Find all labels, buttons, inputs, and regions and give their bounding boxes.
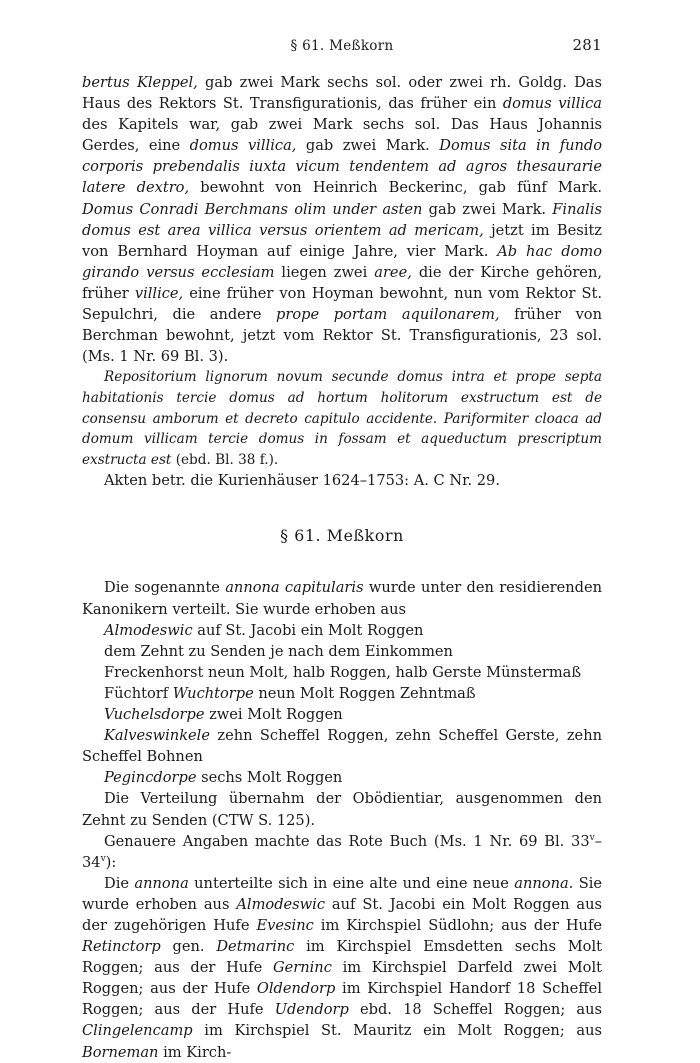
list-item bbox=[82, 704, 602, 725]
latin-phrase: Finalis domus est area villica versus orientem ad mericam, bbox=[82, 200, 602, 239]
place-name: Pegincdorpe bbox=[104, 769, 197, 787]
text-run: liegen zwei bbox=[274, 263, 375, 281]
text-run: –34 bbox=[82, 832, 602, 871]
latin-phrase: annona. bbox=[514, 874, 574, 892]
superscript: v bbox=[589, 832, 595, 843]
text-run: ebd. 18 Scheffel Roggen; aus bbox=[348, 1001, 602, 1019]
text-run: auf St. Jacobi ein Molt Roggen bbox=[192, 621, 424, 639]
running-head bbox=[82, 38, 602, 54]
text-run: Genauere Angaben machte das Rote Buch (Ms. 1 Nr. 69 Bl. 33 bbox=[104, 832, 590, 850]
paragraph-red-book bbox=[82, 831, 602, 873]
place-name: Borneman bbox=[82, 1043, 159, 1061]
text-run: dem Zehnt zu Senden je nach dem Einkommen bbox=[104, 642, 453, 660]
latin-phrase: bertus Kleppel, bbox=[82, 74, 198, 91]
paragraph-intro bbox=[82, 577, 602, 619]
latin-phrase: Domus sita in fundo corporis prebendalis iuxta vicum tendentem ad agros thesaurarie latere dextro, bbox=[82, 137, 603, 197]
list-item bbox=[82, 767, 602, 788]
text-run: Füchtorf bbox=[104, 684, 173, 702]
paragraph-continuation bbox=[82, 72, 602, 367]
text-run: auf St. Jacobi ein Molt Roggen aus der zugehörigen Hufe bbox=[82, 895, 603, 934]
place-name: Detmarinc bbox=[216, 938, 295, 956]
text-run: Freckenhorst neun Molt, halb Roggen, halb Gerste Münstermaß bbox=[104, 663, 582, 681]
text-run: Die sogenannte bbox=[104, 579, 226, 597]
place-name: Almodeswic bbox=[104, 621, 193, 639]
text-run: im Kirchspiel Südlohn; aus der Hufe bbox=[313, 916, 602, 934]
text-run: wurde unter den residierenden Kanonikern verteilt. Sie wurde erhoben aus bbox=[82, 579, 603, 618]
place-name: Almodeswic bbox=[236, 895, 326, 913]
superscript: v bbox=[100, 853, 106, 864]
place-name: Kalveswinkele bbox=[104, 727, 210, 745]
text-run: neun Molt Roggen Zehntmaß bbox=[253, 684, 476, 702]
text-run: zehn Scheffel Roggen, zehn Scheffel Gerste, zehn Scheffel Bohnen bbox=[82, 727, 602, 766]
list-item bbox=[82, 662, 602, 683]
place-name: Wuchtorpe bbox=[172, 684, 254, 702]
latin-phrase: annona capitularis bbox=[225, 579, 364, 597]
text-run: gen. bbox=[160, 938, 217, 956]
latin-quote: Repositorium lignorum novum secunde domus intra et prope septa habitationis tercie domus ad hortum holitorum exstructum est de consensu amborum et decreto capitulo accidente. Pariformiter cloaca ad domum villicam tercie domus in fossam et aqueductum prescriptum exstructa est bbox=[82, 369, 602, 468]
text-run: im Kirch- bbox=[158, 1043, 232, 1061]
text-run: unterteilte sich in eine alte und eine neue bbox=[188, 874, 515, 892]
place-name: Gerninc bbox=[272, 959, 332, 977]
place-name: Clingelencamp bbox=[82, 1022, 193, 1040]
list-item bbox=[82, 683, 602, 704]
list-item bbox=[82, 725, 602, 767]
paragraph-annona bbox=[82, 873, 602, 1063]
text-run: im Kirchspiel Handorf 18 Scheffel Roggen; aus der Hufe bbox=[82, 980, 602, 1019]
text-run: im Kirchspiel St. Mauritz ein Molt Roggen; aus bbox=[192, 1022, 602, 1040]
latin-phrase: Ab hac domo girando versus ecclesiam bbox=[82, 242, 602, 281]
text-run: gab zwei Mark. bbox=[296, 137, 440, 155]
citation: (ebd. Bl. 38 f.). bbox=[171, 451, 279, 468]
text-run: Sie wurde erhoben aus bbox=[82, 874, 603, 913]
text-run: ): bbox=[105, 853, 117, 871]
list-item bbox=[82, 641, 602, 662]
page-number: 281 bbox=[572, 36, 602, 54]
text-run: Die bbox=[104, 874, 135, 892]
text-run: gab zwei Mark sechs sol. oder zwei rh. Goldg. Das Haus des Rektors St. Transfigurationis, das früher ein bbox=[82, 74, 602, 113]
text-run: früher von Berchman bewohnt, jetzt vom Rektor St. Transfigurationis, 23 sol. (Ms. 1 Nr. 69 Bl. 3). bbox=[82, 306, 602, 366]
latin-phrase: Domus Conradi Berchmans olim under asten bbox=[82, 200, 423, 218]
text-run: im Kirchspiel Darfeld zwei Molt Roggen; aus der Hufe bbox=[82, 959, 602, 998]
body-text bbox=[82, 72, 602, 1063]
place-name: Retinctorp bbox=[82, 938, 161, 956]
text-run: des Kapitels war, gab zwei Mark sechs sol. Das Haus Johannis Gerdes, eine bbox=[82, 116, 602, 155]
latin-phrase: domus villica, bbox=[189, 137, 297, 155]
section-heading: § 61. Meßkorn bbox=[280, 526, 404, 546]
list-item bbox=[82, 620, 602, 641]
text-run: die der Kirche gehören, früher bbox=[82, 263, 602, 302]
text-run: bewohnt von Heinrich Beckerinc, gab fünf Mark. bbox=[189, 179, 602, 197]
text-run: gab zwei Mark. bbox=[422, 200, 553, 218]
text-run: eine früher von Hoyman bewohnt, nun vom Rektor St. Sepulchri, die andere bbox=[82, 284, 602, 324]
latin-phrase: domus villica bbox=[502, 95, 602, 113]
text-run: zwei Molt Roggen bbox=[204, 706, 343, 724]
paragraph-distribution: Die Verteilung übernahm der Obödientiar, ausgenommen den Zehnt zu Senden (CTW S. 125). bbox=[82, 790, 602, 829]
place-name: Vuchelsdorpe bbox=[104, 706, 205, 724]
archive-reference: Akten betr. die Kurienhäuser 1624–1753: A. C Nr. 29. bbox=[104, 472, 500, 490]
text-run: im Kirchspiel Emsdetten sechs Molt Roggen; aus der Hufe bbox=[82, 938, 603, 977]
place-name: Udendorp bbox=[274, 1001, 349, 1019]
text-run: sechs Molt Roggen bbox=[196, 769, 343, 787]
text-run: jetzt im Besitz von Bernhard Hoyman auf einige Jahre, vier Mark. bbox=[82, 221, 602, 260]
place-name: Oldendorp bbox=[256, 980, 336, 998]
latin-phrase: villice, bbox=[134, 284, 184, 302]
running-head-title: § 61. Meßkorn bbox=[290, 38, 394, 54]
latin-phrase: aree, bbox=[374, 263, 412, 281]
latin-quote-paragraph bbox=[82, 367, 602, 470]
place-name: Evesinc bbox=[256, 916, 314, 934]
latin-phrase: annona bbox=[134, 874, 189, 892]
latin-phrase: prope portam aquilonarem, bbox=[276, 306, 500, 324]
